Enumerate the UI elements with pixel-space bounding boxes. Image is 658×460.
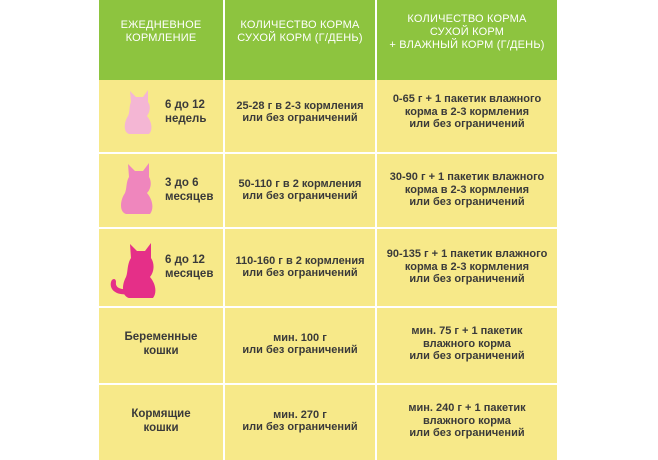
row-mixed-food-value: 0-65 г + 1 пакетик влажного корма в 2-3 кормления или без ограничений — [392, 93, 542, 131]
header-daily-feeding: ЕЖЕДНЕВНОЕ КОРМЛЕНИЕ — [120, 19, 202, 44]
row-dry-food-value: 25-28 г в 2-3 кормления или без ограничений — [236, 99, 364, 124]
row-label-pregnant: Беременные кошки — [124, 331, 198, 357]
header-dry-food: КОЛИЧЕСТВО КОРМА СУХОЙ КОРМ (Г/ДЕНЬ) — [237, 19, 363, 44]
row-mixed-food-value: мин. 240 г + 1 пакетик влажного корма или без ограничений — [408, 402, 526, 440]
row-dry-food-value: мин. 270 г или без ограничений — [242, 408, 358, 433]
row-age-label: 3 до 6 месяцев — [165, 177, 214, 203]
row-mixed-food-value: мин. 75 г + 1 пакетик влажного корма или без ограничений — [409, 325, 525, 363]
row-dry-food-value: мин. 100 г или без ограничений — [242, 331, 358, 356]
row-dry-food-value: 50-110 г в 2 кормления или без ограничений — [238, 177, 362, 202]
row-divider — [99, 383, 557, 385]
feeding-table — [99, 0, 557, 460]
cat-silhouette-junior-icon — [117, 162, 159, 214]
row-label-nursing: Кормящие кошки — [131, 408, 191, 434]
row-dry-food-value: 110-160 г в 2 кормления или без ограничений — [235, 254, 365, 279]
row-divider — [99, 306, 557, 308]
cat-silhouette-kitten-icon — [121, 88, 157, 134]
header-dry-plus-wet-food: КОЛИЧЕСТВО КОРМА СУХОЙ КОРМ + ВЛАЖНЫЙ КОРМ (Г/ДЕНЬ) — [389, 12, 545, 51]
row-divider — [99, 227, 557, 229]
row-divider — [99, 152, 557, 154]
row-mixed-food-value: 30-90 г + 1 пакетик влажного корма в 2-3 кормления или без ограничений — [389, 171, 545, 209]
cat-silhouette-adult-icon — [107, 236, 163, 298]
row-age-label: 6 до 12 месяцев — [165, 254, 214, 280]
row-mixed-food-value: 90-135 г + 1 пакетик влажного корма в 2-3 кормления или без ограничений — [386, 248, 548, 286]
row-age-label: 6 до 12 недель — [165, 99, 207, 125]
